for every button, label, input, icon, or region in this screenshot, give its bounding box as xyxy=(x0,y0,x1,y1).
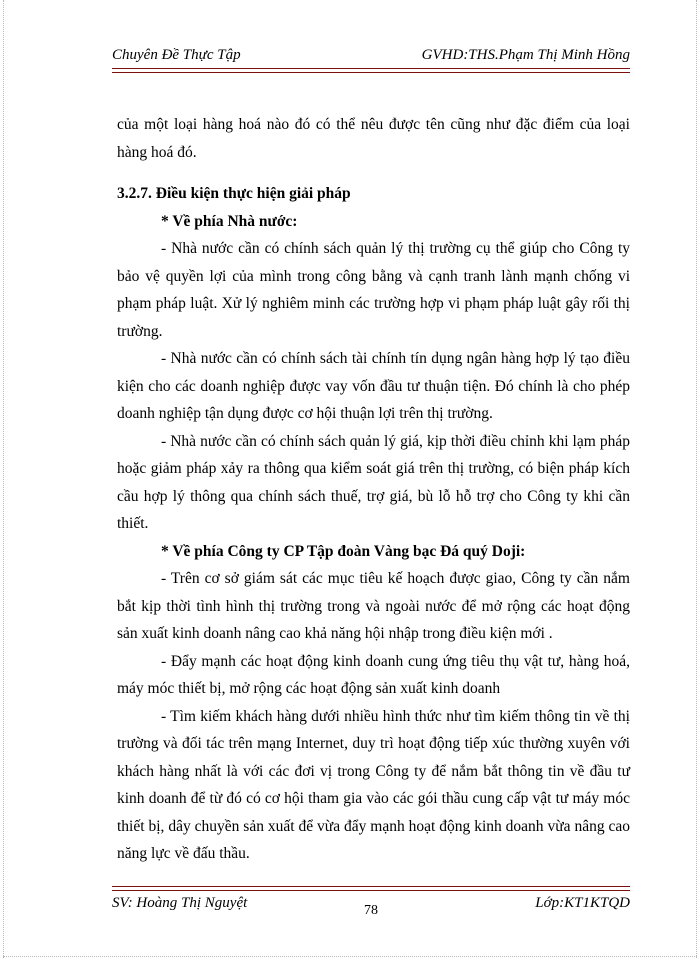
company-heading: * Về phía Công ty CP Tập đoàn Vàng bạc Đá quý Doji: xyxy=(161,542,526,560)
header-rule xyxy=(112,68,630,73)
page-number: 78 xyxy=(364,903,378,918)
page-footer xyxy=(112,893,630,923)
section-heading: 3.2.7. Điều kiện thực hiện giải pháp xyxy=(117,185,351,202)
header-supervisor: GVHD:THS.Phạm Thị Minh Hồng xyxy=(421,47,630,63)
state-item-3: - Nhà nước cần có chính sách quản lý giá, kịp thời điều chỉnh khi lạm pháp hoặc giảm pháp xảy ra thông qua kiểm soát giá trên thị trường, có biện pháp kích cầu hợp lý thông qua chính sách thuế, trợ giá, bù lỗ hỗ trợ cho Công ty khi cần thiết. xyxy=(117,432,630,532)
state-heading: * Về phía Nhà nước: xyxy=(161,212,298,230)
page-header xyxy=(112,45,630,67)
state-item-1: - Nhà nước cần có chính sách quản lý thị trường cụ thể giúp cho Công ty bảo vệ quyền lợi của mình trong công bằng và cạnh tranh lành mạnh chống vi phạm pháp luật. Xử lý nghiêm minh các trường hợp vi phạm pháp luật gây rối thị trường. xyxy=(117,240,630,340)
company-item-1: - Trên cơ sở giám sát các mục tiêu kế hoạch được giao, Công ty cần nắm bắt kịp thời tình hình thị trường trong và ngoài nước để mở rộng các hoạt động sản xuất kinh doanh nâng cao khả năng hội nhập trong điều kiện mới . xyxy=(117,570,630,642)
header-document-type: Chuyên Đề Thực Tập xyxy=(112,47,241,63)
footer-rule xyxy=(112,886,630,891)
page-body xyxy=(117,111,630,868)
company-item-2: - Đẩy mạnh các hoạt động kinh doanh cung ứng tiêu thụ vật tư, hàng hoá, máy móc thiết bị, mở rộng các hoạt động sản xuất kinh doanh xyxy=(117,652,630,697)
page-bottom-border xyxy=(3,956,697,957)
continuation-paragraph: của một loại hàng hoá nào đó có thể nêu được tên cũng như đặc điểm của loại hàng hoá đó. xyxy=(117,116,630,161)
footer-student-name: SV: Hoàng Thị Nguyệt xyxy=(112,895,248,911)
state-item-2: - Nhà nước cần có chính sách tài chính tín dụng ngân hàng hợp lý tạo điều kiện cho các doanh nghiệp được vay vốn đầu tư thuận tiện. Đó chính là cho phép doanh nghiệp tận dụng được cơ hội thuận lợi trên thị trường. xyxy=(117,350,630,422)
footer-class: Lớp:KT1KTQD xyxy=(535,895,630,911)
company-item-3: - Tìm kiếm khách hàng dưới nhiều hình thức như tìm kiếm thông tin về thị trường và đối tác trên mạng Internet, duy trì hoạt động tiếp xúc thường xuyên với khách hàng nhất là với các đơi vị trong Công ty để nắm bắt thông tin về đầu tư kinh doanh để từ đó có cơ hội tham gia vào các gói thầu cung cấp vật tư máy móc thiết bị, dây chuyền sản xuất để vừa đẩy mạnh hoạt động kinh doanh vừa nâng cao năng lực về đấu thầu. xyxy=(117,707,630,862)
